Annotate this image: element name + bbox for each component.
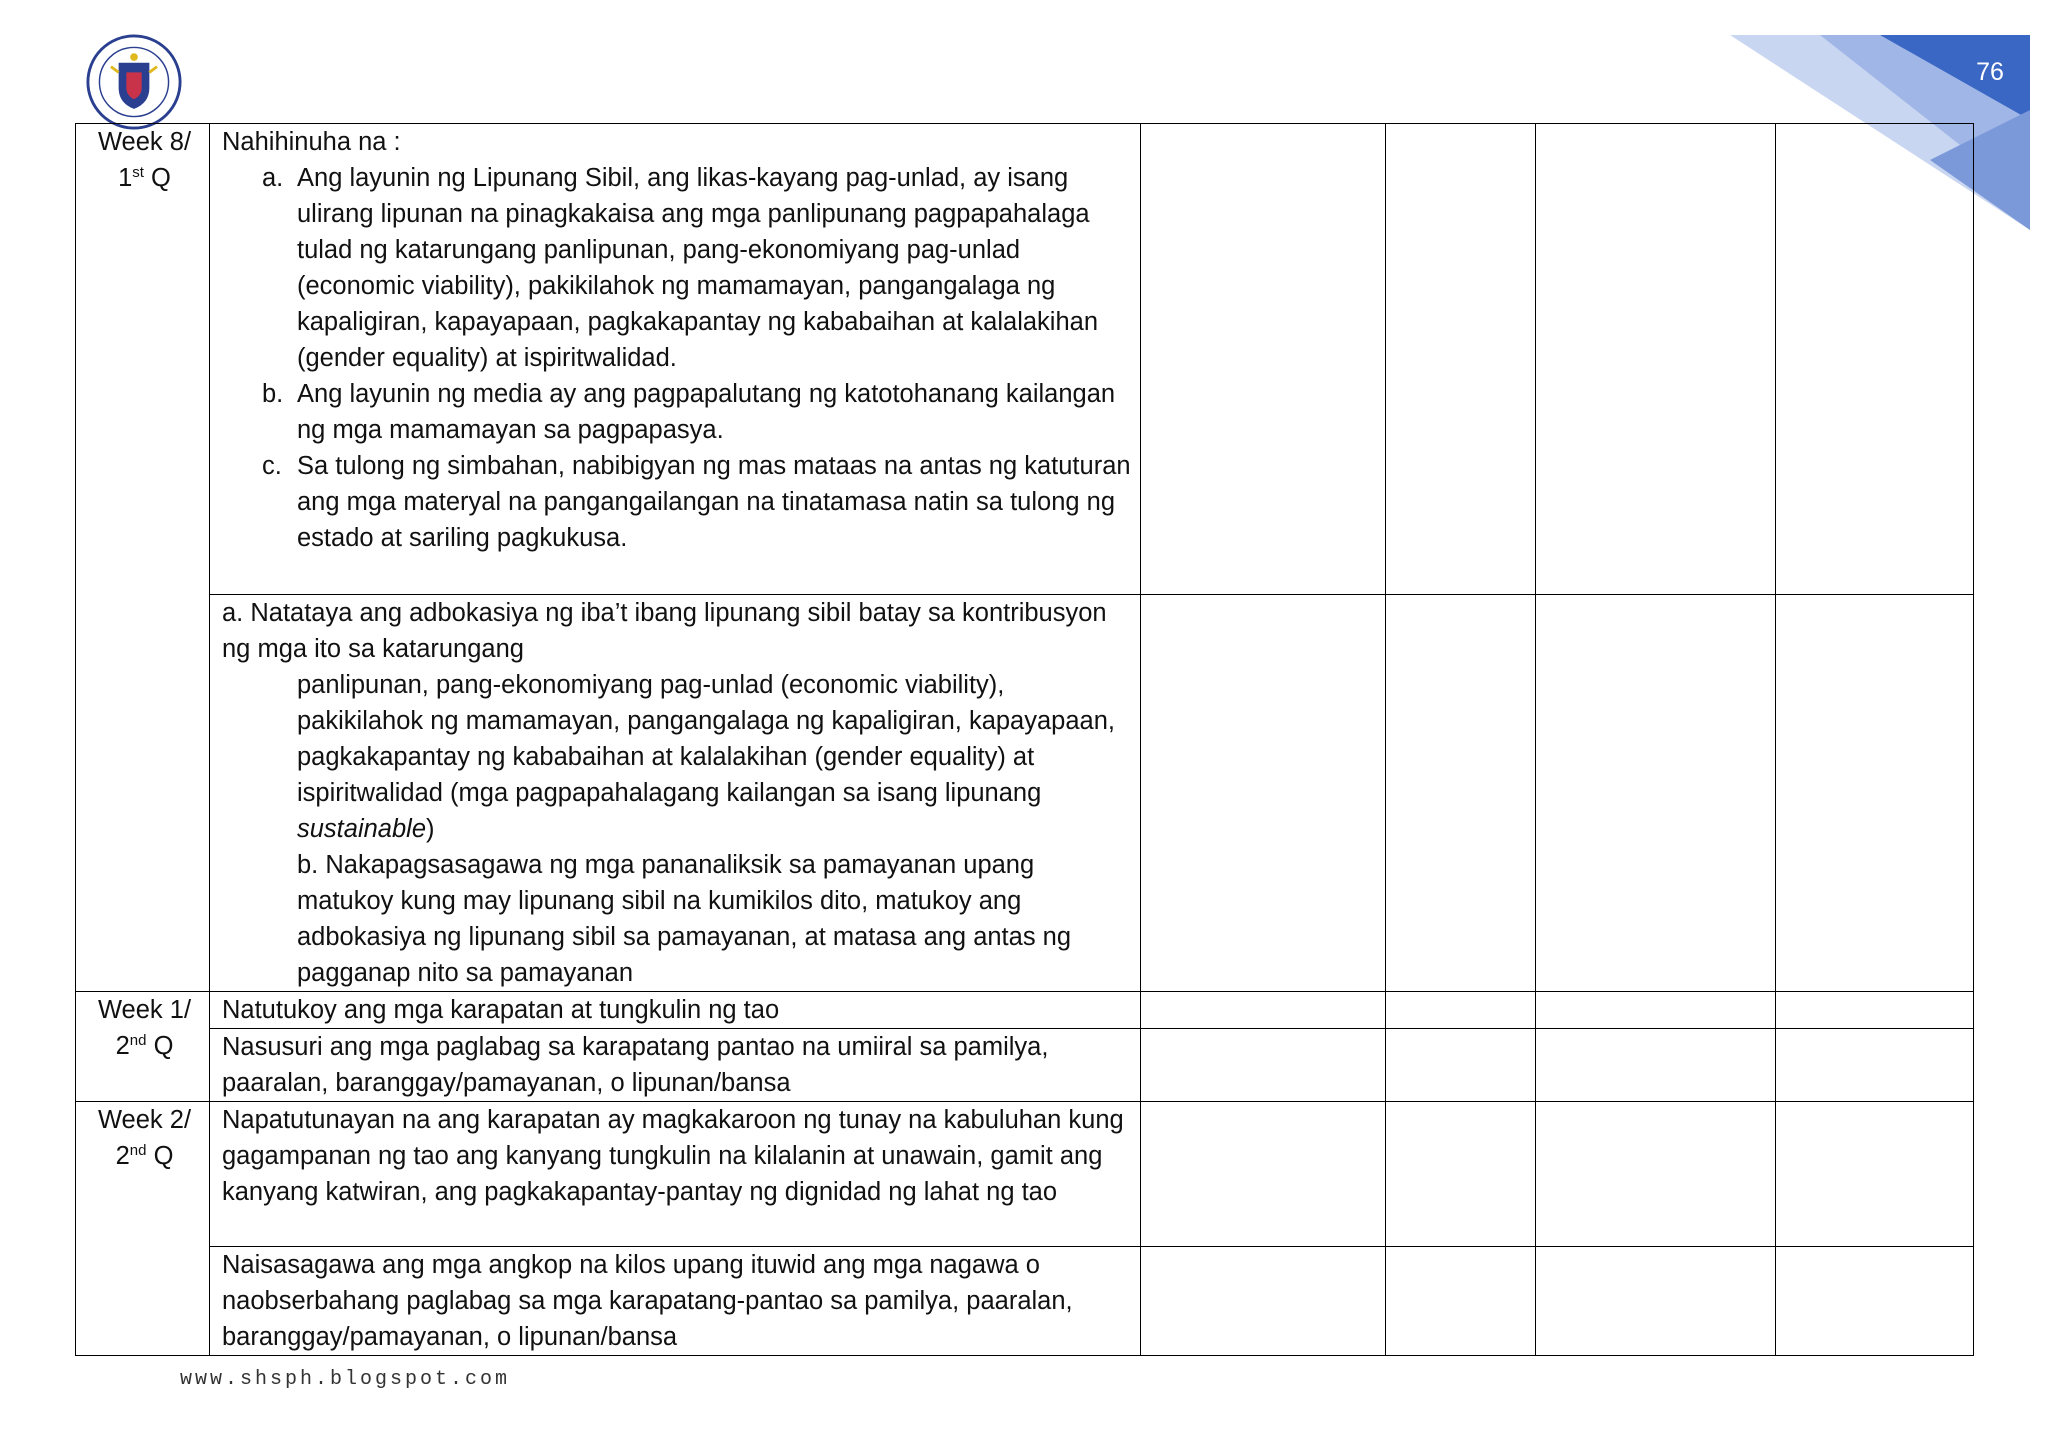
competency-intro: Nahihinuha na : bbox=[222, 128, 401, 156]
table-row bbox=[76, 124, 1974, 595]
empty-cell bbox=[1536, 595, 1776, 992]
competency-a-continued: panlipunan, pang-ekonomiyang pag-unlad (economic viability), pakikilahok ng mamamayan, pangangalaga ng kapaligiran, kapayapaan, pagkakapantay ng kababaihan at kalalakihan (gender equality) at ispiritwalidad (mga pagpapahalagang kailangan sa isang lipunang sustainable) bbox=[297, 671, 1115, 843]
empty-cell bbox=[1536, 992, 1776, 1029]
empty-cell bbox=[1386, 992, 1536, 1029]
quarter-label: 2nd Q bbox=[115, 1142, 174, 1170]
empty-cell bbox=[1386, 1247, 1536, 1356]
empty-cell bbox=[1141, 1102, 1386, 1247]
empty-cell bbox=[1141, 1247, 1386, 1356]
table-row bbox=[76, 992, 1974, 1029]
list-item: a. Ang layunin ng Lipunang Sibil, ang likas-kayang pag-unlad, ay isang ulirang lipunan na pinagkakaisa ang mga panlipunang pagpapahalaga tulad ng katarungang panlipunan, pang-ekonomiyang pag-unlad (economic viability), pakikilahok ng mamamayan, pangangalaga ng kapaligiran, kapayapaan, pagkakapantay ng kababaihan at kalalakihan (gender equality) at ispiritwalidad. bbox=[262, 164, 1099, 372]
competency-b: b. Nakapagsasagawa ng mga pananaliksik sa pamayanan upang matukoy kung may lipunang sibil na kumikilos dito, matukoy ang adbokasiya ng lipunang sibil sa pamayanan, at matasa ang antas ng pagganap nito sa pamayanan bbox=[297, 851, 1072, 987]
empty-cell bbox=[1776, 992, 1974, 1029]
week-label: Week 1/ bbox=[97, 996, 192, 1024]
competency-cell bbox=[210, 124, 1141, 595]
week-label: Week 8/ bbox=[97, 128, 192, 156]
table-row bbox=[76, 595, 1974, 992]
empty-cell bbox=[1536, 1029, 1776, 1102]
empty-cell bbox=[1776, 1029, 1974, 1102]
empty-cell bbox=[1141, 124, 1386, 595]
competency-cell: Natutukoy ang mga karapatan at tungkulin ng tao bbox=[210, 992, 1141, 1029]
empty-cell bbox=[1386, 1029, 1536, 1102]
page-number: 76 bbox=[1976, 58, 2004, 86]
list-item: c. Sa tulong ng simbahan, nabibigyan ng mas mataas na antas ng katuturan ang mga materyal na pangangailangan na tinatamasa natin sa tulong ng estado at sariling pagkukusa. bbox=[262, 452, 1131, 552]
week-cell bbox=[76, 124, 210, 992]
empty-cell bbox=[1386, 1102, 1536, 1247]
empty-cell bbox=[1536, 1102, 1776, 1247]
table-row bbox=[76, 1247, 1974, 1356]
competency-cell bbox=[210, 595, 1141, 992]
week-cell bbox=[76, 992, 210, 1102]
empty-cell bbox=[1536, 124, 1776, 595]
empty-cell bbox=[1776, 595, 1974, 992]
empty-cell bbox=[1141, 595, 1386, 992]
empty-cell bbox=[1776, 124, 1974, 595]
competency-cell: Nasusuri ang mga paglabag sa karapatang pantao na umiiral sa pamilya, paaralan, baranggay/pamayanan, o lipunan/bansa bbox=[210, 1029, 1141, 1102]
empty-cell bbox=[1386, 595, 1536, 992]
footer-url[interactable]: www.shsph.blogspot.com bbox=[180, 1368, 511, 1391]
deped-seal-logo bbox=[86, 34, 182, 130]
competency-table bbox=[75, 123, 1974, 1356]
empty-cell bbox=[1141, 992, 1386, 1029]
table-row bbox=[76, 1029, 1974, 1102]
competency-cell: Napatutunayan na ang karapatan ay magkakaroon ng tunay na kabuluhan kung gagampanan ng tao ang kanyang tungkulin na kilalanin at unawain, gamit ang kanyang katwiran, ang pagkakapantay-pantay ng dignidad ng lahat ng tao bbox=[210, 1102, 1141, 1247]
competency-a: a. Natataya ang adbokasiya ng iba’t ibang lipunang sibil batay sa kontribusyon ng mga ito sa katarungang bbox=[222, 599, 1107, 663]
empty-cell bbox=[1776, 1247, 1974, 1356]
week-label: Week 2/ bbox=[97, 1106, 192, 1134]
quarter-label: 2nd Q bbox=[115, 1032, 174, 1060]
table-row bbox=[76, 1102, 1974, 1247]
week-cell bbox=[76, 1102, 210, 1356]
empty-cell bbox=[1386, 124, 1536, 595]
empty-cell bbox=[1536, 1247, 1776, 1356]
competency-cell: Naisasagawa ang mga angkop na kilos upang ituwid ang mga nagawa o naobserbahang paglabag sa mga karapatang-pantao sa pamilya, paaralan, baranggay/pamayanan, o lipunan/bansa bbox=[210, 1247, 1141, 1356]
competency-list bbox=[222, 160, 1132, 556]
quarter-label: 1st Q bbox=[118, 164, 171, 192]
list-item: b. Ang layunin ng media ay ang pagpapalutang ng katotohanang kailangan ng mga mamamayan sa pagpapasya. bbox=[262, 380, 1116, 444]
empty-cell bbox=[1776, 1102, 1974, 1247]
empty-cell bbox=[1141, 1029, 1386, 1102]
